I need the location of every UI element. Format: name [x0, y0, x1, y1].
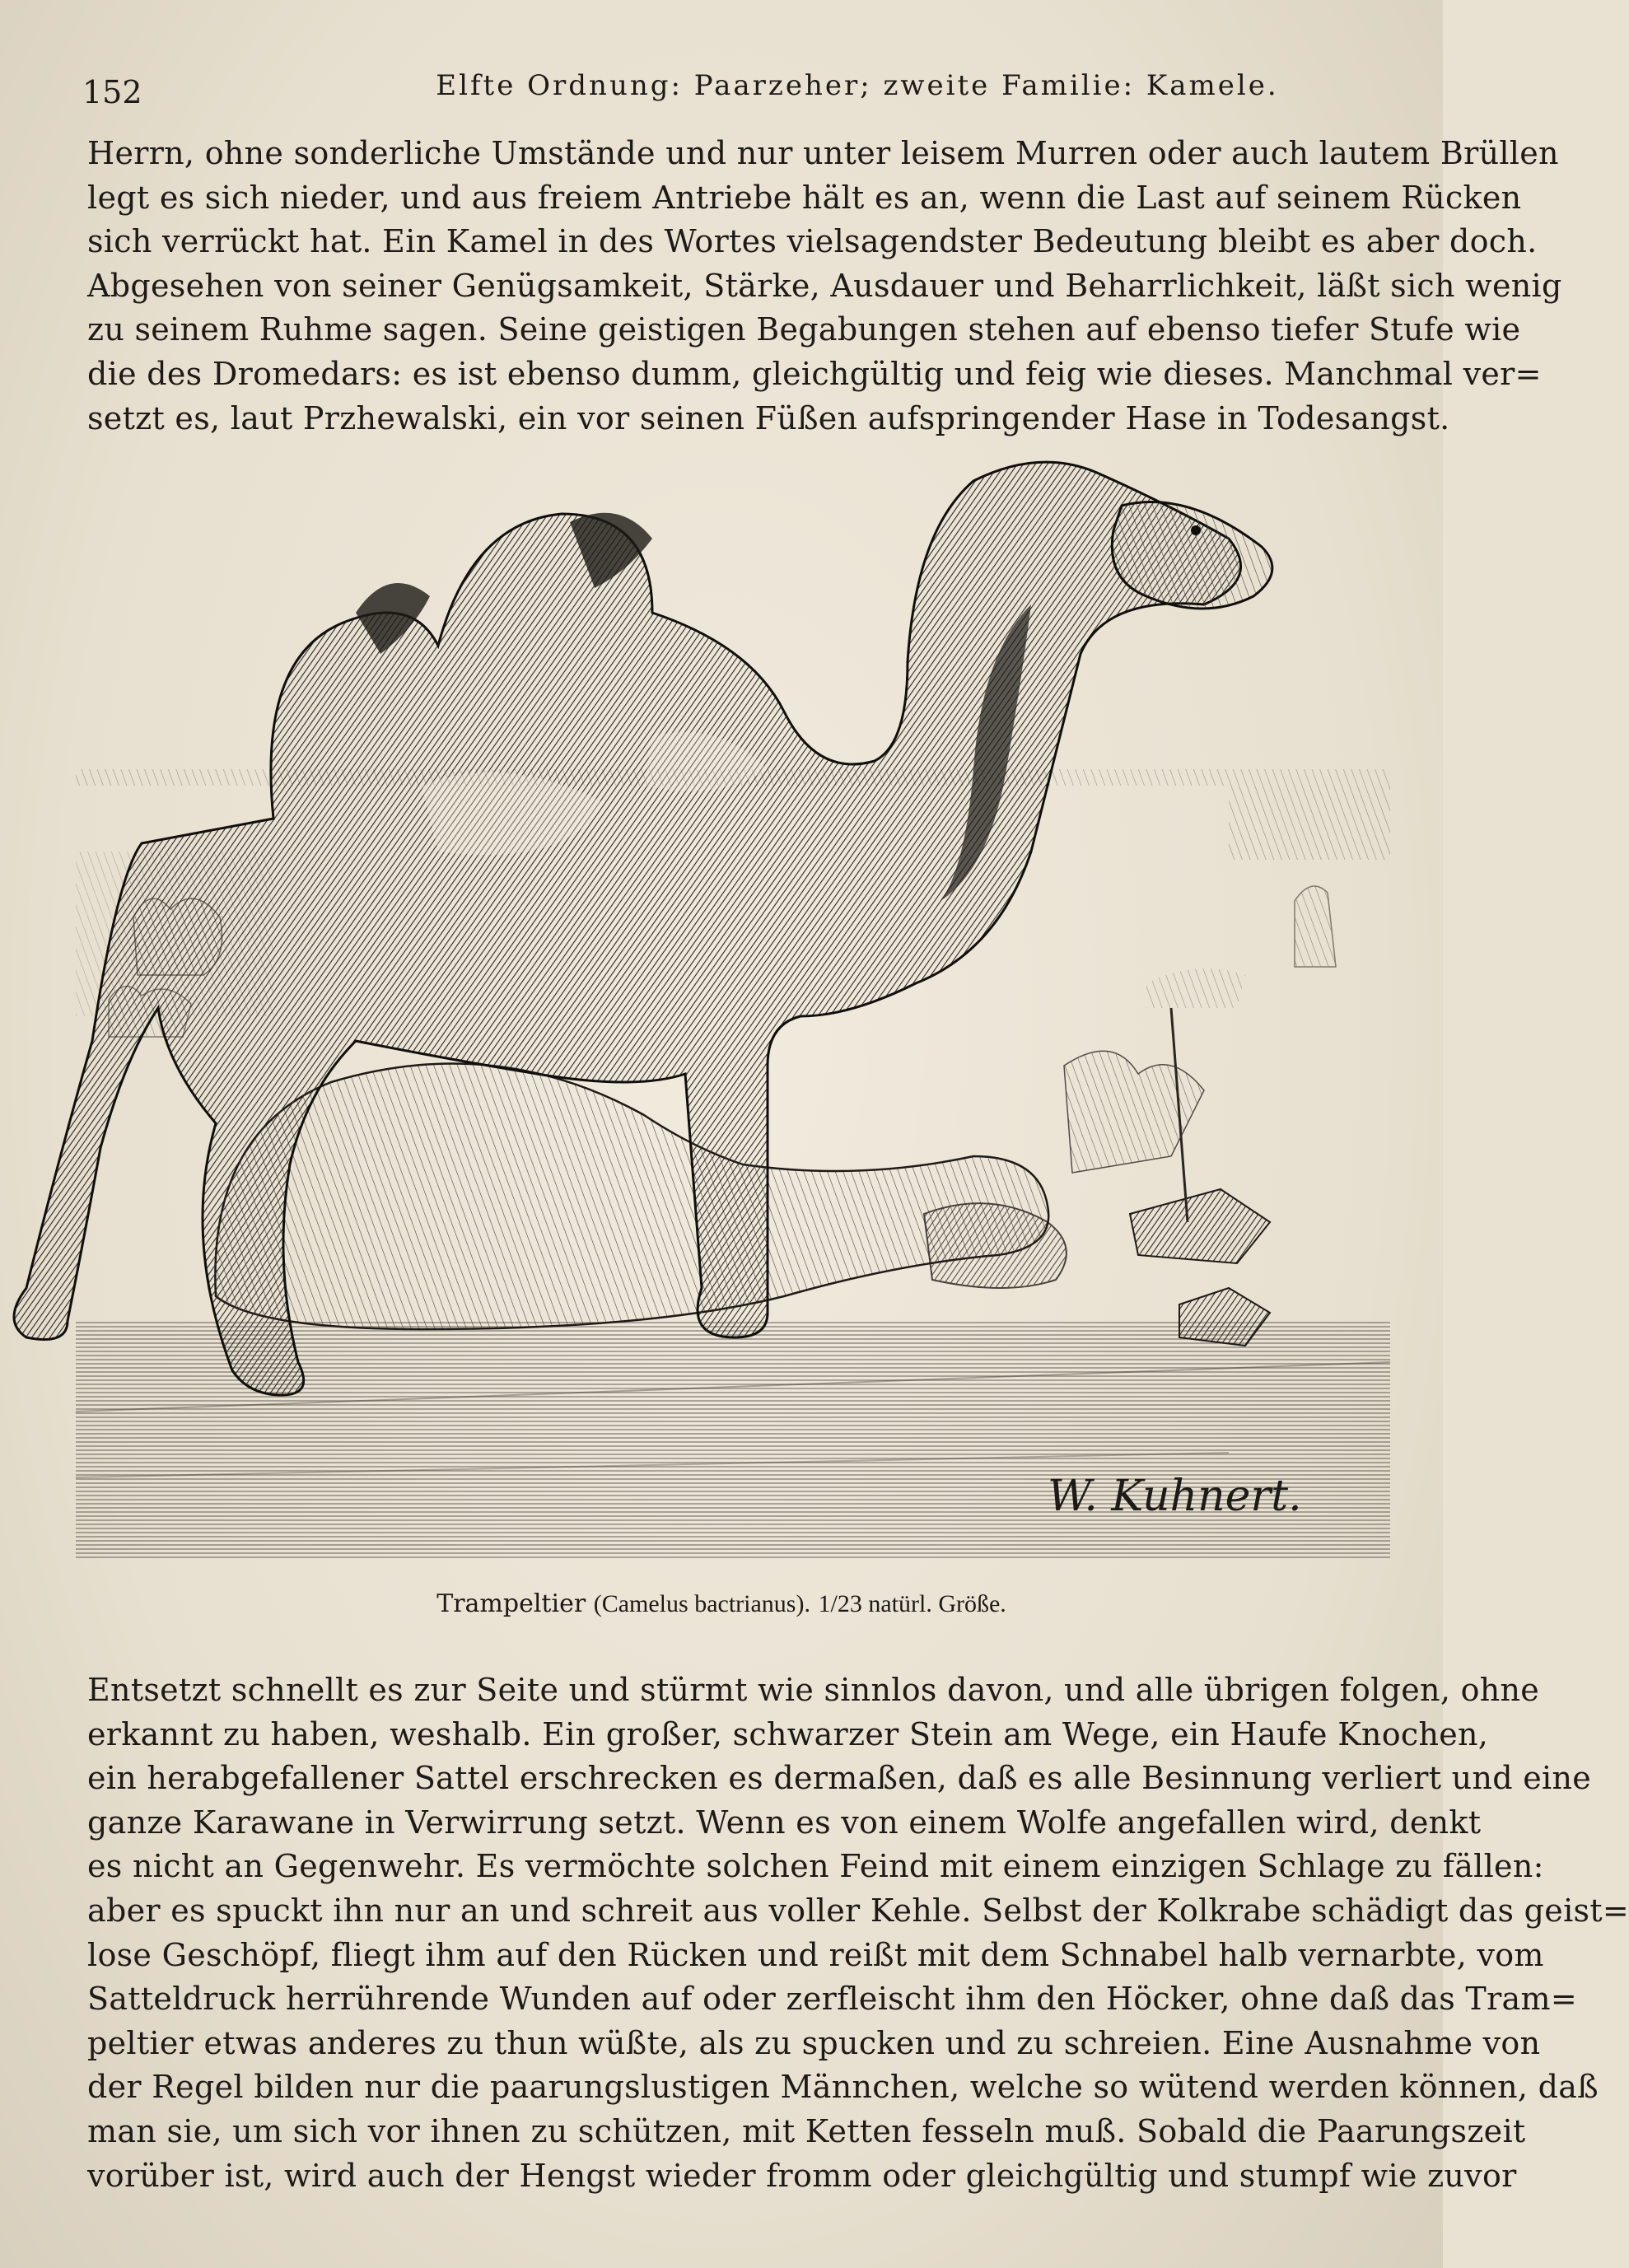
text-line: ganze Karawane in Verwirrung setzt. Wenn es von einem Wolfe angefallen wird, denkt — [87, 1804, 1482, 1841]
camel-illustration — [76, 473, 1390, 1576]
running-title: Elfte Ordnung: Paarzeher; zweite Familie: Kamele. — [436, 69, 1279, 102]
caption-latin: (Camelus bactrianus). — [593, 1590, 810, 1617]
text-line: Herrn, ohne sonderliche Umstände und nur unter leisem Murren oder auch lautem Brüllen — [87, 135, 1559, 171]
text-line: man sie, um sich vor ihnen zu schützen, mit Ketten fesseln muß. Sobald die Paarungszeit — [87, 2112, 1526, 2149]
text-line: setzt es, laut Przhewalski, ein vor seinen Füßen aufspringender Hase in Todesangst. — [87, 399, 1450, 436]
figure-caption — [0, 1589, 1443, 1618]
text-line: erkannt zu haben, weshalb. Ein großer, schwarzer Stein am Wege, ein Haufe Knochen, — [87, 1715, 1489, 1752]
text-line: vorüber ist, wird auch der Hengst wieder fromm oder gleichgültig und stumpf wie zuvor — [87, 2157, 1517, 2194]
text-line: die des Dromedars: es ist ebenso dumm, gleichgültig und feig wie dieses. Manchmal ver= — [87, 355, 1542, 392]
text-line: zu seinem Ruhme sagen. Seine geistigen Begabungen stehen auf ebenso tiefer Stufe wie — [87, 311, 1521, 348]
text-line: sich verrückt hat. Ein Kamel in des Wortes vielsagendster Bedeutung bleibt es aber doch. — [87, 223, 1538, 260]
text-line: Abgesehen von seiner Genügsamkeit, Stärke, Ausdauer und Beharrlichkeit, läßt sich wenig — [87, 267, 1562, 304]
text-line: ein herabgefallener Sattel erschrecken es dermaßen, daß es alle Besinnung verliert und eine — [87, 1760, 1592, 1797]
text-line: Satteldruck herrührende Wunden auf oder zerfleischt ihm den Höcker, ohne daß das Tram= — [87, 1981, 1577, 2018]
text-line: legt es sich nieder, und aus freiem Antriebe hält es an, wenn die Last auf seinem Rücken — [87, 179, 1522, 216]
text-line: es nicht an Gegenwehr. Es vermöchte solchen Feind mit einem einzigen Schlage zu fällen: — [87, 1848, 1544, 1885]
page-header — [82, 69, 1385, 119]
caption-name: Trampeltier — [436, 1589, 586, 1618]
artist-signature: W. Kuhnert. — [1048, 1472, 1302, 1521]
bottom-paragraph — [87, 1668, 1629, 2198]
caption-scale: 1/23 natürl. Größe. — [818, 1590, 1006, 1617]
text-line: aber es spuckt ihn nur an und schreit aus voller Kehle. Selbst der Kolkrabe schädigt das geist= — [87, 1892, 1629, 1929]
text-line: lose Geschöpf, fliegt ihm auf den Rücken und reißt mit dem Schnabel halb vernarbte, vom — [87, 1936, 1544, 1973]
text-line: Entsetzt schnellt es zur Seite und stürmt wie sinnlos davon, und alle übrigen folgen, ohne — [87, 1672, 1540, 1708]
resting-camel — [215, 1064, 1066, 1330]
page-number: 152 — [82, 74, 142, 110]
text-line: peltier etwas anderes zu thun wüßte, als zu spucken und zu schreien. Eine Ausnahme von — [87, 2024, 1541, 2061]
top-paragraph — [87, 132, 1562, 441]
engraving-svg — [76, 473, 1390, 1576]
text-line: der Regel bilden nur die paarungslustigen Männchen, welche so wütend werden können, daß — [87, 2069, 1599, 2106]
